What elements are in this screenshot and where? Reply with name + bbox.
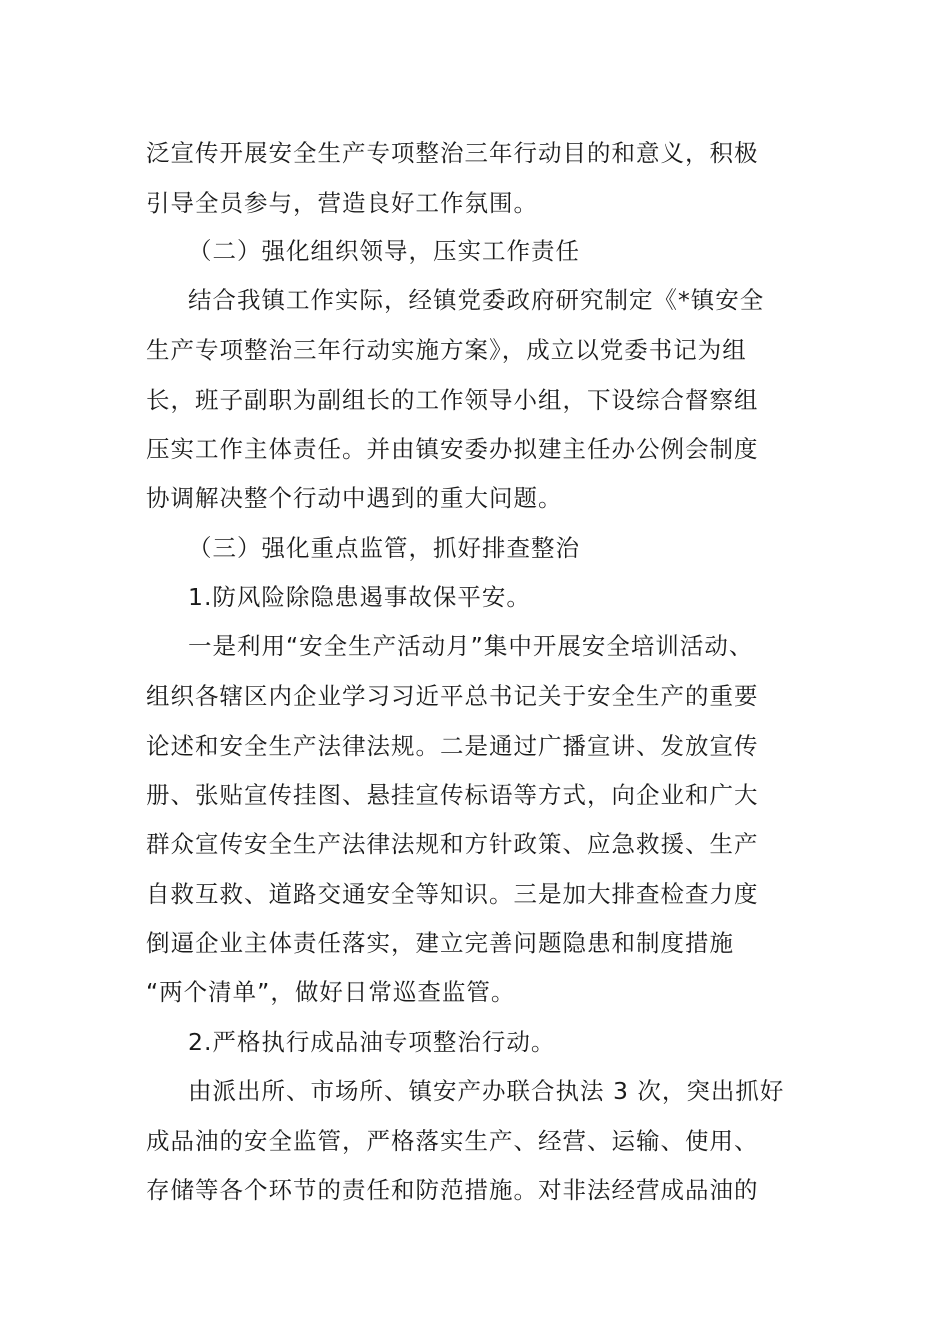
- text-line: 倒逼企业主体责任落实，建立完善问题隐患和制度措施: [146, 929, 734, 957]
- subsection-heading: 1.防风险除隐患遏事故保平安。: [188, 583, 531, 611]
- text-line: 群众宣传安全生产法律法规和方针政策、应急救援、生产: [146, 830, 759, 858]
- text-line: 论述和安全生产法律法规。二是通过广播宣讲、发放宣传: [146, 732, 759, 760]
- text-line: 泛宣传开展安全生产专项整治三年行动目的和意义，积极: [146, 139, 759, 167]
- text-line: 压实工作主体责任。并由镇安委办拟建主任办公例会制度: [146, 435, 759, 463]
- paragraph-start: 结合我镇工作实际，经镇党委政府研究制定《*镇安全: [188, 286, 765, 314]
- text-line: 册、张贴宣传挂图、悬挂宣传标语等方式，向企业和广大: [146, 781, 759, 809]
- paragraph-start: 一是利用“安全生产活动月”集中开展安全培训活动、: [188, 632, 754, 660]
- text-line: 成品油的安全监管，严格落实生产、经营、运输、使用、: [146, 1127, 759, 1155]
- subsection-heading: 2.严格执行成品油专项整治行动。: [188, 1028, 556, 1056]
- text-line: 自救互救、道路交通安全等知识。三是加大排查检查力度: [146, 880, 759, 908]
- text-line: 组织各辖区内企业学习习近平总书记关于安全生产的重要: [146, 682, 759, 710]
- text-line: 生产专项整治三年行动实施方案》，成立以党委书记为组: [146, 336, 747, 364]
- section-heading: （二）强化组织领导，压实工作责任: [188, 237, 580, 265]
- text-line: 长，班子副职为副组长的工作领导小组，下设综合督察组: [146, 386, 759, 414]
- text-line: 协调解决整个行动中遇到的重大问题。: [146, 484, 563, 512]
- text-line: “两个清单”，做好日常巡查监管。: [146, 978, 516, 1006]
- text-line: 引导全员参与，营造良好工作氛围。: [146, 189, 538, 217]
- text-line: 存储等各个环节的责任和防范措施。对非法经营成品油的: [146, 1176, 759, 1204]
- paragraph-start: 由派出所、市场所、镇安产办联合执法 3 次，突出抓好: [188, 1077, 785, 1105]
- section-heading: （三）强化重点监管，抓好排查整治: [188, 534, 580, 562]
